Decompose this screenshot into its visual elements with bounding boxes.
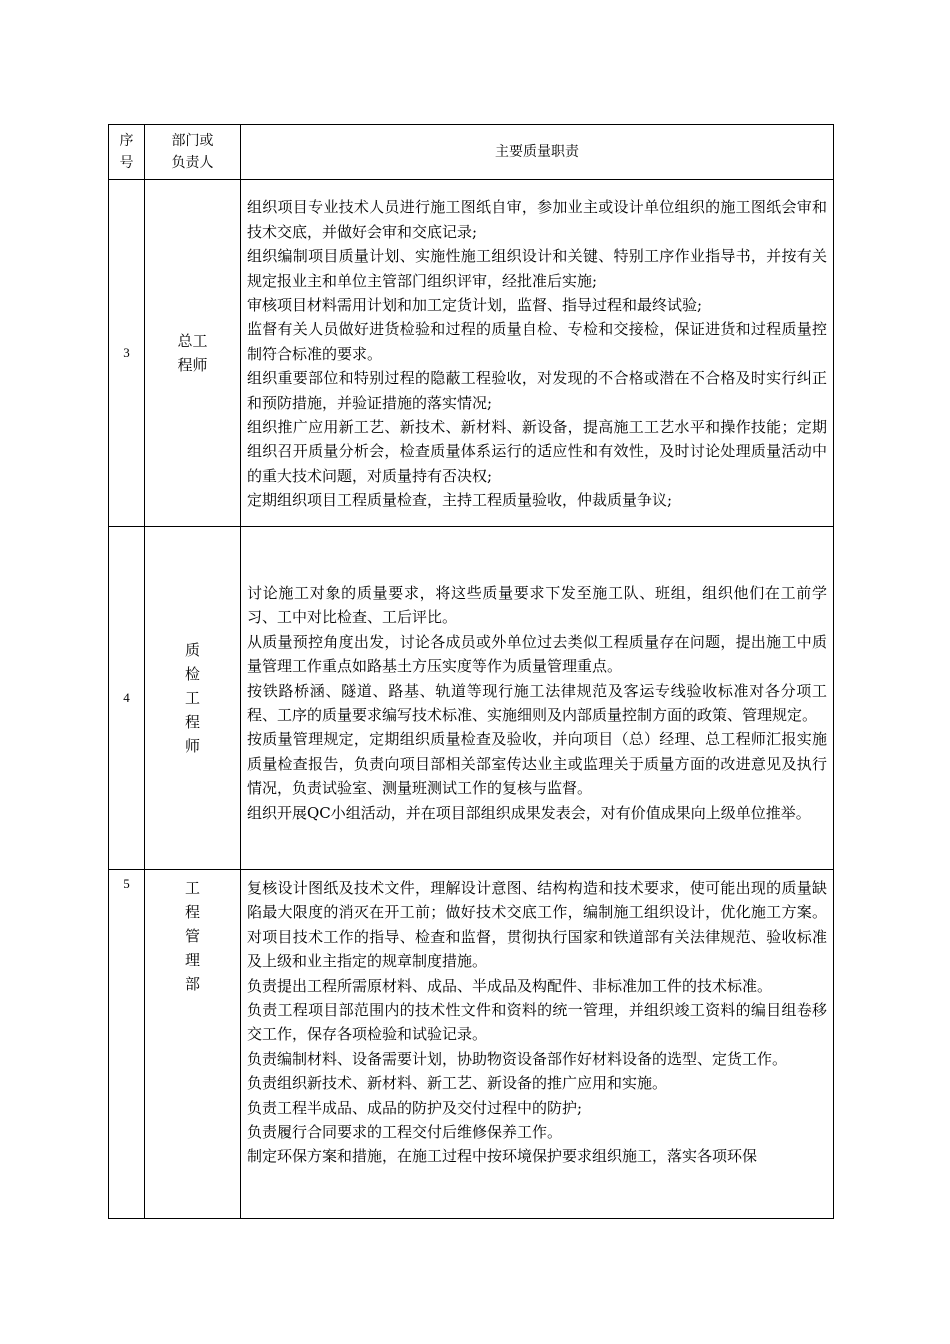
duty-item: 组织开展QC小组活动，并在项目部组织成果发表会，对有价值成果向上级单位推举。 (247, 803, 811, 822)
row-department (145, 870, 241, 1219)
header-serial-line: 号 (119, 155, 134, 171)
duty-item: 负责编制材料、设备需要计划，协助物资设备部作好材料设备的选型、定货工作。 (247, 1049, 788, 1068)
row-department (145, 180, 241, 527)
duty-item: 负责履行合同要求的工程交付后维修保养工作。 (247, 1123, 563, 1142)
table-row (109, 870, 834, 1219)
header-department (145, 125, 241, 180)
row-department (145, 527, 241, 870)
duty-item: 负责组织新技术、新材料、新工艺、新设备的推广应用和实施。 (247, 1074, 668, 1093)
duty-item: 复核设计图纸及技术文件，理解设计意图、结构构造和技术要求，使可能出现的质量缺陷最大限度的消灭在开工前；做好技术交底工作，编制施工组织设计，优化施工方案。对项目技术工作的指导、检查和监督，贯彻执行国家和铁道部有关法律规范、验收标准及上级和业主指定的规章制度措施。 (247, 879, 827, 971)
row-duties (241, 180, 834, 527)
department-text: 师 (184, 737, 200, 755)
duty-item: 组织编制项目质量计划、实施性施工组织设计和关键、特别工序作业指导书，并按有关规定报业主和单位主管部门组织评审，经批准后实施; (247, 247, 827, 290)
duty-item: 组织重要部位和特别过程的隐蔽工程验收，对发现的不合格或潜在不合格及时实行纠正和预防措施，并验证措施的落实情况; (247, 369, 827, 412)
department-text: 总工 (177, 332, 208, 350)
department-text: 工 (184, 879, 200, 897)
header-serial-line: 序 (119, 133, 134, 149)
duty-item: 按质量管理规定，定期组织质量检查及验收，并向项目（总）经理、总工程师汇报实施质量检查报告，负责向项目部相关部室传达业主或监理关于质量方面的改进意见及执行情况，负责试验室、测量班测试工作的复核与监督。 (247, 730, 827, 798)
table-header-row (109, 125, 834, 180)
department-text: 程师 (177, 356, 208, 374)
department-text: 部 (184, 975, 200, 993)
row-duties (241, 870, 834, 1219)
header-department-line: 负责人 (171, 155, 214, 171)
header-serial-number (109, 125, 145, 180)
department-text: 理 (184, 951, 200, 969)
duty-item: 监督有关人员做好进货检验和过程的质量自检、专检和交接检，保证进货和过程质量控制符合标准的要求。 (247, 320, 827, 363)
department-text: 质 (184, 641, 200, 659)
duty-item: 讨论施工对象的质量要求，将这些质量要求下发至施工队、班组，组织他们在工前学习、工中对比检查、工后评比。 (247, 583, 827, 627)
row-serial-number: 4 (109, 527, 145, 870)
department-text: 程 (184, 713, 200, 731)
duty-item: 审核项目材料需用计划和加工定货计划，监督、指导过程和最终试验; (247, 295, 703, 314)
duty-item: 负责工程项目部范围内的技术性文件和资料的统一管理，并组织竣工资料的编目组卷移交工作，保存各项检验和试验记录。 (247, 1001, 827, 1044)
duty-item: 定期组织项目工程质量检查，主持工程质量验收，仲裁质量争议; (247, 491, 673, 510)
duty-item: 负责工程半成品、成品的防护及交付过程中的防护; (247, 1098, 583, 1117)
duty-item: 从质量预控角度出发，讨论各成员或外单位过去类似工程质量存在问题，提出施工中质量管理工作重点如路基土方压实度等作为质量管理重点。 (247, 632, 827, 676)
row-serial-number: 5 (109, 870, 145, 1219)
department-text: 检 (184, 665, 200, 683)
department-text: 工 (184, 689, 200, 707)
header-department-line: 部门或 (171, 133, 214, 149)
duty-item: 制定环保方案和措施，在施工过程中按环境保护要求组织施工，落实各项环保 (247, 1147, 758, 1166)
header-main-duties: 主要质量职责 (241, 125, 834, 180)
table-row (109, 527, 834, 870)
department-text: 管 (184, 927, 200, 945)
table-row (109, 180, 834, 527)
department-text: 程 (184, 903, 200, 921)
duty-item: 组织推广应用新工艺、新技术、新材料、新设备，提高施工工艺水平和操作技能；定期组织召开质量分析会，检查质量体系运行的适应性和有效性，及时讨论处理质量活动中的重大技术问题，对质量持有否决权; (247, 418, 827, 485)
row-serial-number: 3 (109, 180, 145, 527)
duty-item: 组织项目专业技术人员进行施工图纸自审，参加业主或设计单位组织的施工图纸会审和技术交底，并做好会审和交底记录; (247, 198, 827, 241)
row-duties (241, 527, 834, 870)
duty-item: 负责提出工程所需原材料、成品、半成品及构配件、非标准加工件的技术标准。 (247, 976, 773, 995)
quality-duty-table (108, 124, 834, 1219)
duty-item: 按铁路桥涵、隧道、路基、轨道等现行施工法律规范及客运专线验收标准对各分项工程、工序的质量要求编写技术标准、实施细则及内部质量控制方面的政策、管理规定。 (247, 681, 827, 724)
